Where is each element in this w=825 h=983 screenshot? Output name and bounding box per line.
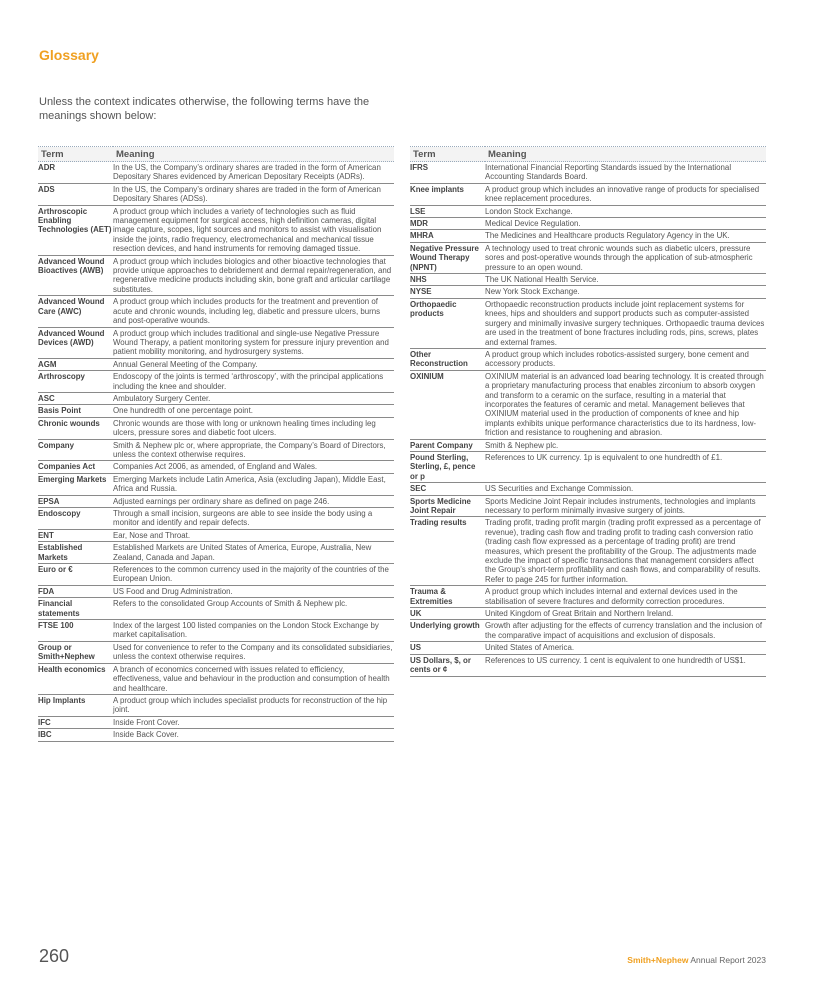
glossary-table-right <box>410 146 766 677</box>
glossary-row <box>38 641 394 663</box>
glossary-meaning: Ambulatory Surgery Center. <box>113 392 394 404</box>
glossary-meaning: A product group which includes a variety of technologies such as fluid management equipment for surgical access, high definition cameras, digital image capture, scopes, light sources and monitors to assist with visualisation inside the joints, radio frequency, electromechanical and mechanical tissue resection devices, and hand instruments for removing damaged tissue. <box>113 205 394 255</box>
glossary-term: Advanced Wound Devices (AWD) <box>38 327 113 358</box>
glossary-term: IFC <box>38 716 113 728</box>
glossary-row <box>38 371 394 393</box>
glossary-term: UK <box>410 608 485 620</box>
glossary-term: IFRS <box>410 162 485 184</box>
glossary-row <box>38 694 394 716</box>
glossary-term: FDA <box>38 585 113 597</box>
glossary-row <box>38 439 394 461</box>
glossary-meaning: Companies Act 2006, as amended, of England and Wales. <box>113 461 394 473</box>
glossary-row <box>38 183 394 205</box>
glossary-row <box>410 230 766 242</box>
glossary-row <box>38 508 394 530</box>
glossary-row <box>410 162 766 184</box>
intro-text: Unless the context indicates otherwise, the following terms have the meanings shown below: <box>39 96 370 122</box>
glossary-row <box>410 183 766 205</box>
glossary-meaning: Ear, Nose and Throat. <box>113 529 394 541</box>
glossary-meaning: Sports Medicine Joint Repair includes instruments, technologies and implants necessary to perform minimally invasive surgery of joints. <box>485 495 766 517</box>
glossary-term: Established Markets <box>38 542 113 564</box>
glossary-row <box>38 392 394 404</box>
glossary-meaning: A branch of economics concerned with issues related to efficiency, effectiveness, value and behaviour in the production and consumption of health and healthcare. <box>113 663 394 694</box>
glossary-row <box>410 242 766 273</box>
glossary-term: NHS <box>410 274 485 286</box>
glossary-meaning: Chronic wounds are those with long or unknown healing times including leg ulcers, pressure sores and diabetic foot ulcers. <box>113 417 394 439</box>
glossary-meaning: Inside Back Cover. <box>113 729 394 741</box>
glossary-meaning: References to the common currency used in the majority of the countries of the European Union. <box>113 564 394 586</box>
glossary-meaning: A product group which includes internal and external devices used in the stabilisation of severe fractures and deformity correction procedures. <box>485 586 766 608</box>
table-header-row <box>38 147 394 162</box>
glossary-row <box>410 348 766 370</box>
glossary-row <box>38 296 394 327</box>
glossary-meaning: Trading profit, trading profit margin (trading profit expressed as a percentage of revenue), trading cash flow and trading profit to trading cash conversion ratio (trading cash flow expressed as a percentage of trading profit) are trend measures, which present the profitability of the Group. The adjustments made exclude the impact of specific transactions that management considers affect the Group’s short-term profitability and cash flows, and comparability of results. Refer to page 245 for further information. <box>485 517 766 586</box>
glossary-meaning: A product group which includes an innovative range of products for specialised knee replacement procedures. <box>485 183 766 205</box>
glossary-row <box>38 327 394 358</box>
glossary-meaning: US Food and Drug Administration. <box>113 585 394 597</box>
glossary-meaning: Adjusted earnings per ordinary share as defined on page 246. <box>113 495 394 507</box>
glossary-row <box>38 564 394 586</box>
glossary-table-left <box>38 146 394 742</box>
glossary-row <box>38 417 394 439</box>
glossary-term: US Dollars, $, or cents or ¢ <box>410 654 485 676</box>
glossary-row <box>38 405 394 417</box>
glossary-meaning: References to US currency. 1 cent is equivalent to one hundredth of US$1. <box>485 654 766 676</box>
glossary-term: ENT <box>38 529 113 541</box>
glossary-row <box>38 729 394 741</box>
glossary-meaning: A product group which includes biologics and other bioactive technologies that provide unique approaches to debridement and dermal repair/regeneration, and regenerative medicine products including skin, bone graft and articular cartilage substitutes. <box>113 255 394 296</box>
glossary-meaning: Growth after adjusting for the effects of currency translation and the inclusion of the comparative impact of acquisitions and exclusion of disposals. <box>485 620 766 642</box>
glossary-term: Advanced Wound Care (AWC) <box>38 296 113 327</box>
glossary-row <box>38 255 394 296</box>
glossary-term: Financial statements <box>38 598 113 620</box>
glossary-row <box>38 162 394 184</box>
page-title: Glossary <box>39 47 99 63</box>
glossary-term: Company <box>38 439 113 461</box>
glossary-term: ADR <box>38 162 113 184</box>
glossary-row <box>410 620 766 642</box>
glossary-meaning: In the US, the Company’s ordinary shares are traded in the form of American Depositary Shares evidenced by American Depositary Receipts (ADRs). <box>113 162 394 184</box>
brand-name: Smith+Nephew <box>627 955 689 965</box>
glossary-row <box>38 461 394 473</box>
glossary-meaning: Inside Front Cover. <box>113 716 394 728</box>
glossary-term: Trading results <box>410 517 485 586</box>
glossary-term: ADS <box>38 183 113 205</box>
glossary-term: MHRA <box>410 230 485 242</box>
glossary-meaning: A product group which includes traditional and single-use Negative Pressure Wound Therapy, a patient monitoring system for pressure injury prevention and patient mobility monitoring, and hydrosurgery systems. <box>113 327 394 358</box>
glossary-term: AGM <box>38 358 113 370</box>
glossary-meaning: The UK National Health Service. <box>485 274 766 286</box>
glossary-meaning: Endoscopy of the joints is termed ‘arthroscopy’, with the principal applications including the knee and shoulder. <box>113 371 394 393</box>
glossary-term: Companies Act <box>38 461 113 473</box>
glossary-term: ASC <box>38 392 113 404</box>
glossary-meaning: Orthopaedic reconstruction products include joint replacement systems for knees, hips and shoulders and support products such as computer-assisted surgery and minimally invasive surgery techniques. Orthopaedic trauma devices are used in the treatment of bone fractures including rods, pins, screws, plates and external frames. <box>485 299 765 347</box>
glossary-meaning: United Kingdom of Great Britain and Northern Ireland. <box>485 608 766 620</box>
glossary-term: Pound Sterling, Sterling, £, pence or p <box>410 451 485 482</box>
glossary-term: Basis Point <box>38 405 113 417</box>
glossary-row <box>410 370 766 439</box>
glossary-term: Group or Smith+Nephew <box>38 641 113 663</box>
glossary-meaning: Used for convenience to refer to the Company and its consolidated subsidiaries, unless the context otherwise requires. <box>113 642 393 662</box>
glossary-row <box>410 517 766 586</box>
glossary-meaning: One hundredth of one percentage point. <box>113 405 394 417</box>
glossary-term: Arthroscopic Enabling Technologies (AET) <box>38 205 113 255</box>
glossary-row <box>38 205 394 255</box>
glossary-meaning: London Stock Exchange. <box>485 205 766 217</box>
glossary-meaning: New York Stock Exchange. <box>485 286 766 298</box>
meaning-header: Meaning <box>113 147 394 162</box>
term-header: Term <box>410 147 485 162</box>
glossary-meaning: A product group which includes specialist products for reconstruction of the hip joint. <box>113 694 394 716</box>
glossary-row <box>38 473 394 495</box>
glossary-term: Knee implants <box>410 183 485 205</box>
glossary-row <box>410 608 766 620</box>
glossary-meaning: A product group which includes products for the treatment and prevention of acute and chronic wounds, including leg, diabetic and pressure ulcers, burns and post-operative wounds. <box>113 296 394 327</box>
glossary-meaning: A product group which includes robotics-assisted surgery, bone cement and accessory products. <box>485 348 766 370</box>
glossary-meaning: Medical Device Regulation. <box>485 218 766 230</box>
glossary-term: FTSE 100 <box>38 620 113 642</box>
glossary-row <box>38 716 394 728</box>
glossary-meaning: The Medicines and Healthcare products Regulatory Agency in the UK. <box>485 230 766 242</box>
glossary-row <box>410 274 766 286</box>
glossary-meaning: A technology used to treat chronic wounds such as diabetic ulcers, pressure sores and post-operative wounds through the application of sub-atmospheric pressure to an open wound. <box>485 242 766 273</box>
glossary-meaning: International Financial Reporting Standards issued by the International Accounting Standards Board. <box>485 162 766 184</box>
glossary-term: EPSA <box>38 495 113 507</box>
glossary-term: Endoscopy <box>38 508 113 530</box>
glossary-row <box>38 529 394 541</box>
footer <box>627 955 766 965</box>
glossary-meaning: US Securities and Exchange Commission. <box>485 483 766 495</box>
glossary-right-column <box>410 146 766 677</box>
glossary-meaning: Index of the largest 100 listed companies on the London Stock Exchange by market capitalisation. <box>113 620 394 642</box>
glossary-left-body <box>38 162 394 742</box>
glossary-term: Orthopaedic products <box>410 298 485 348</box>
glossary-term: Arthroscopy <box>38 371 113 393</box>
report-name: Annual Report 2023 <box>690 955 766 965</box>
glossary-meaning: United States of America. <box>485 642 766 654</box>
glossary-row <box>38 585 394 597</box>
glossary-term: SEC <box>410 483 485 495</box>
glossary-row <box>38 358 394 370</box>
glossary-meaning: Emerging Markets include Latin America, Asia (excluding Japan), Middle East, Africa and Russia. <box>113 473 394 495</box>
glossary-row <box>38 542 394 564</box>
glossary-meaning: Annual General Meeting of the Company. <box>113 358 394 370</box>
glossary-row <box>410 642 766 654</box>
glossary-meaning: In the US, the Company’s ordinary shares are traded in the form of American Depositary Shares (ADSs). <box>113 183 394 205</box>
glossary-term: Health economics <box>38 663 113 694</box>
glossary-row <box>410 654 766 676</box>
glossary-meaning: Smith & Nephew plc or, where appropriate, the Company’s Board of Directors, unless the context otherwise requires. <box>113 439 394 461</box>
glossary-term: OXINIUM <box>410 370 485 439</box>
glossary-right-body <box>410 162 766 677</box>
page-number: 260 <box>39 946 70 966</box>
glossary-term: MDR <box>410 218 485 230</box>
glossary-row <box>38 495 394 507</box>
glossary-row <box>410 218 766 230</box>
glossary-term: NYSE <box>410 286 485 298</box>
meaning-header: Meaning <box>485 147 766 162</box>
glossary-term: Euro or € <box>38 564 113 586</box>
glossary-term: LSE <box>410 205 485 217</box>
glossary-term: Other Reconstruction <box>410 348 485 370</box>
glossary-meaning: References to UK currency. 1p is equivalent to one hundredth of £1. <box>485 451 766 482</box>
glossary-row <box>410 286 766 298</box>
glossary-row <box>410 298 766 348</box>
glossary-meaning: Smith & Nephew plc. <box>485 439 766 451</box>
glossary-row <box>38 598 394 620</box>
glossary-row <box>410 586 766 608</box>
glossary-term: Trauma & Extremities <box>410 586 485 608</box>
glossary-term: US <box>410 642 485 654</box>
glossary-row <box>410 483 766 495</box>
term-header: Term <box>38 147 113 162</box>
glossary-term: Underlying growth <box>410 620 485 642</box>
glossary-term: Parent Company <box>410 439 485 451</box>
glossary-term: Chronic wounds <box>38 417 113 439</box>
glossary-meaning: OXINIUM material is an advanced load bearing technology. It is created through a proprietary manufacturing process that enables zirconium to absorb oxygen and transform to a ceramic on the surface, resulting in a material that incorporates the features of ceramic and metal. Management believes that OXINIUM material used in the production of components of knee and hip implants exhibits unique performance characteristics due to its hardness, low-friction and resistance to roughening and abrasion. <box>485 370 766 439</box>
glossary-row <box>410 495 766 517</box>
glossary-row <box>38 663 394 694</box>
glossary-term: Advanced Wound Bioactives (AWB) <box>38 255 113 296</box>
glossary-term: Sports Medicine Joint Repair <box>410 495 485 517</box>
table-header-row <box>410 147 766 162</box>
glossary-row <box>410 451 766 482</box>
glossary-term: IBC <box>38 729 113 741</box>
glossary-row <box>38 620 394 642</box>
glossary-row <box>410 439 766 451</box>
glossary-left-column <box>38 146 394 742</box>
glossary-meaning: Refers to the consolidated Group Accounts of Smith & Nephew plc. <box>113 598 394 620</box>
glossary-term: Emerging Markets <box>38 473 113 495</box>
glossary-term: Negative Pressure Wound Therapy (NPNT) <box>410 242 485 273</box>
glossary-row <box>410 205 766 217</box>
glossary-meaning: Established Markets are United States of America, Europe, Australia, New Zealand, Canada and Japan. <box>113 542 394 564</box>
glossary-term: Hip Implants <box>38 694 113 716</box>
glossary-meaning: Through a small incision, surgeons are able to see inside the body using a monitor and identify and repair defects. <box>113 508 394 530</box>
